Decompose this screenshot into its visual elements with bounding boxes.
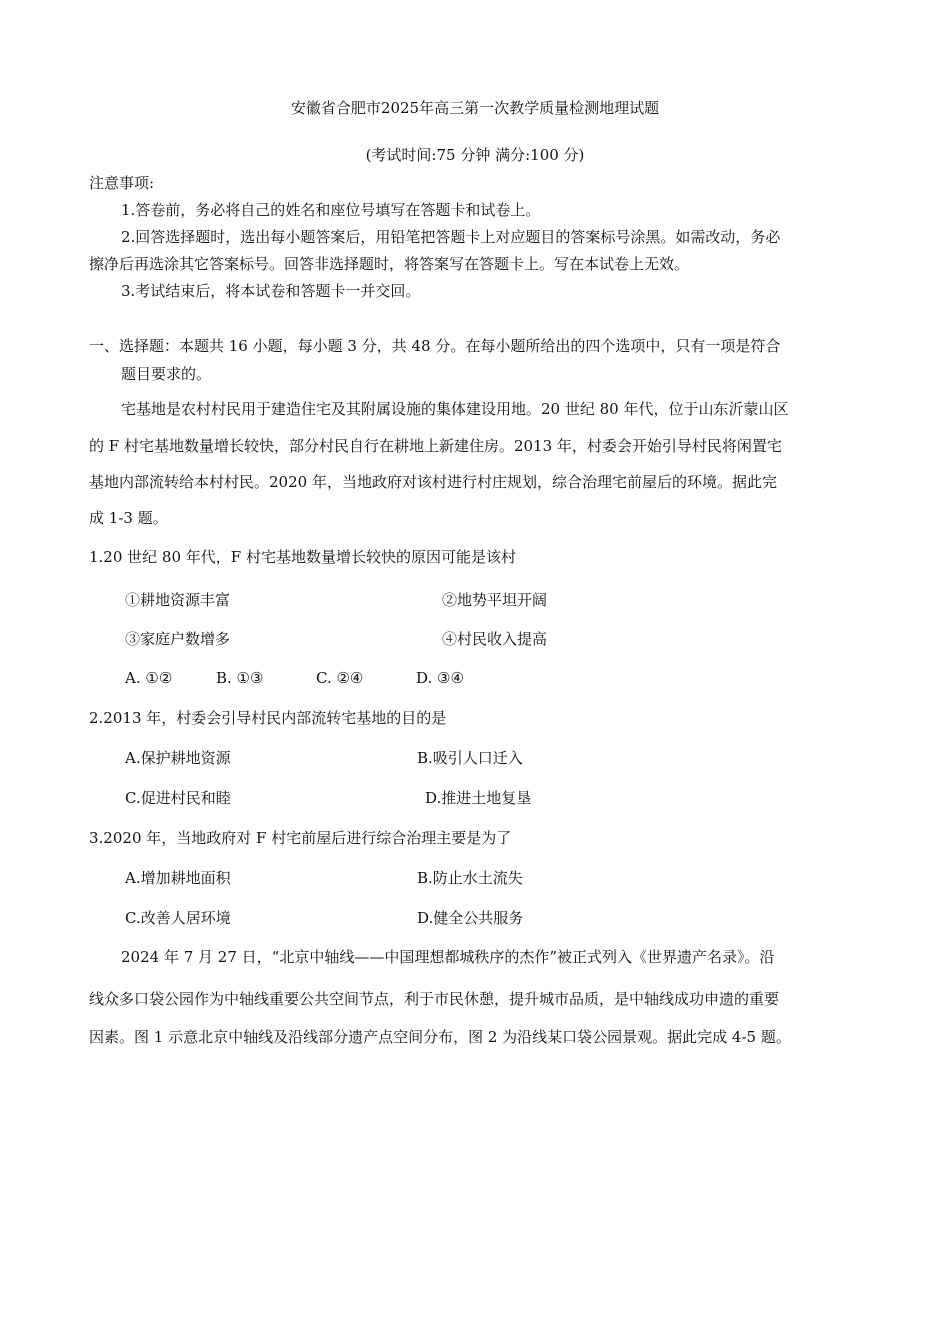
notice-heading: 注意事项: xyxy=(89,174,155,192)
question-2-option-d: D.推进土地复垦 xyxy=(425,789,532,807)
question-1-option-a: A. ①② xyxy=(125,669,173,687)
question-2-option-b: B.吸引人口迁入 xyxy=(417,749,523,767)
question-1-statement-3: ③家庭户数增多 xyxy=(125,630,231,648)
question-2-option-c: C.促进村民和睦 xyxy=(125,789,231,807)
question-1-option-c: C. ②④ xyxy=(316,669,364,687)
question-1-stem: 1.20 世纪 80 年代，F 村宅基地数量增长较快的原因可能是该村 xyxy=(89,548,516,566)
exam-time-score: (考试时间:75 分钟 满分:100 分) xyxy=(365,146,585,164)
question-1-option-b: B. ①③ xyxy=(216,669,264,687)
notice-item-1: 1.答卷前，务必将自己的姓名和座位号填写在答题卡和试卷上。 xyxy=(121,201,541,219)
question-1-statement-1: ①耕地资源丰富 xyxy=(125,591,231,609)
notice-item-2-line2: 擦净后再选涂其它答案标号。回答非选择题时，将答案写在答题卡上。写在本试卷上无效。 xyxy=(89,255,690,273)
question-1-statement-2: ②地势平坦开阔 xyxy=(442,591,548,609)
question-1-statement-4: ④村民收入提高 xyxy=(442,630,548,648)
question-3-stem: 3.2020 年，当地政府对 F 村宅前屋后进行综合治理主要是为了 xyxy=(89,829,512,847)
question-1-option-d: D. ③④ xyxy=(416,669,464,687)
question-3-option-d: D.健全公共服务 xyxy=(417,909,524,927)
question-3-option-b: B.防止水土流失 xyxy=(417,869,523,887)
question-2-stem: 2.2013 年，村委会引导村民内部流转宅基地的目的是 xyxy=(89,709,447,727)
passage2-line2: 线众多口袋公园作为中轴线重要公共空间节点，利于市民休憩，提升城市品质，是中轴线成功申遗的重要 xyxy=(89,990,780,1008)
passage1-line3: 基地内部流转给本村村民。2020 年，当地政府对该村进行村庄规划，综合治理宅前屋后的环境。据此完 xyxy=(89,473,777,491)
section-heading-line1: 一、选择题：本题共 16 小题，每小题 3 分，共 48 分。在每小题所给出的四个选项中，只有一项是符合 xyxy=(89,337,781,355)
passage1-line1: 宅基地是农村村民用于建造住宅及其附属设施的集体建设用地。20 世纪 80 年代，位于山东沂蒙山区 xyxy=(121,400,789,418)
section-heading-line2: 题目要求的。 xyxy=(121,365,212,383)
question-2-option-a: A.保护耕地资源 xyxy=(125,749,231,767)
passage1-line2: 的 F 村宅基地数量增长较快，部分村民自行在耕地上新建住房。2013 年，村委会开始引导村民将闲置宅 xyxy=(89,437,782,455)
question-3-option-a: A.增加耕地面积 xyxy=(125,869,231,887)
notice-item-2-line1: 2.回答选择题时，选出每小题答案后，用铅笔把答题卡上对应题目的答案标号涂黑。如需改动，务必 xyxy=(121,228,781,246)
exam-title: 安徽省合肥市2025年高三第一次教学质量检测地理试题 xyxy=(290,99,660,117)
passage1-line4: 成 1-3 题。 xyxy=(89,509,168,527)
question-3-option-c: C.改善人居环境 xyxy=(125,909,231,927)
notice-item-3: 3.考试结束后，将本试卷和答题卡一并交回。 xyxy=(121,282,421,300)
passage2-line1: 2024 年 7 月 27 日，“北京中轴线——中国理想都城秩序的杰作”被正式列入《世界遗产名录》。沿 xyxy=(121,948,775,966)
passage2-line3: 因素。图 1 示意北京中轴线及沿线部分遗产点空间分布，图 2 为沿线某口袋公园景观。据此完成 4-5 题。 xyxy=(89,1028,791,1046)
